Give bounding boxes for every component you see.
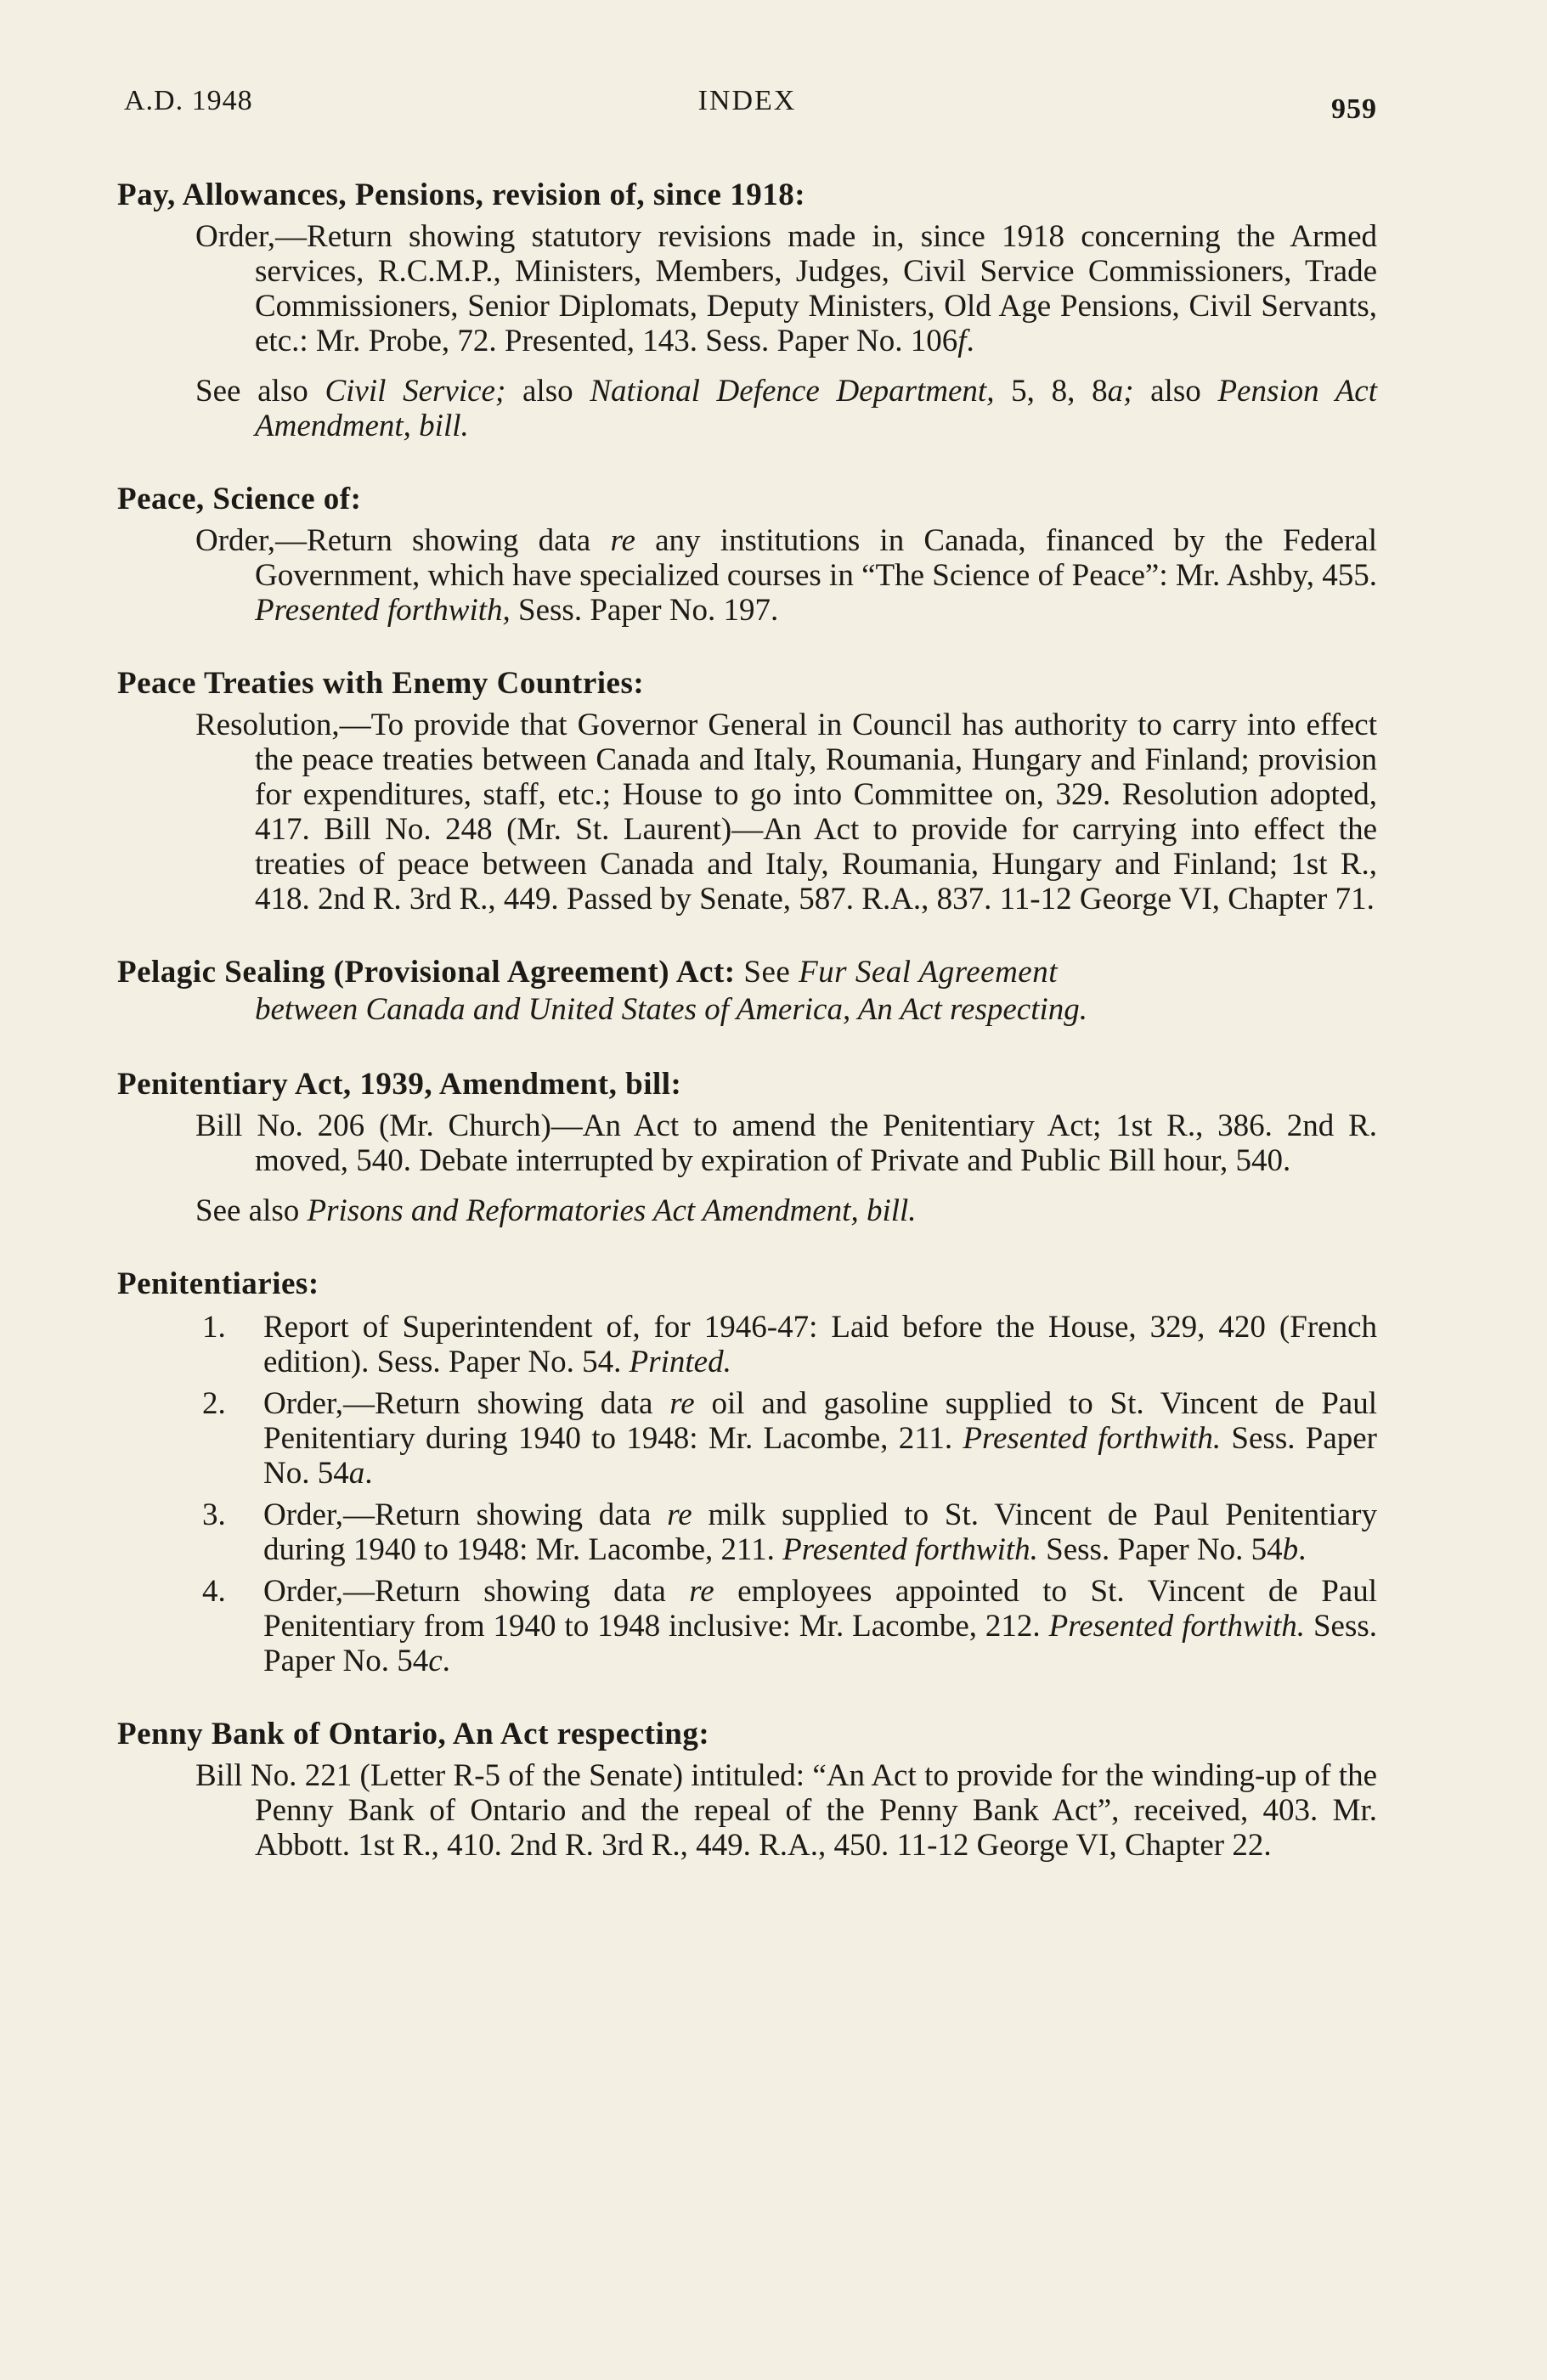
see-also-reference: See also Prisons and Reformatories Act Amendment, bill. <box>195 1193 917 1228</box>
entry-heading: Peace Treaties with Enemy Countries: <box>117 666 645 701</box>
running-head-year: A.D. 1948 <box>124 85 253 116</box>
entry-heading: Penitentiaries: <box>117 1266 319 1301</box>
entry-text: Bill No. 221 (Letter R-5 of the Senate) intituled: “An Act to provide for the winding-up of the Penny Bank of Ontario and the repeal of the Penny Bank Act”, received, 403. Mr. Abbott. 1st R., 410. 2nd R. 3rd R., 449. R.A., 450. 11-12 George VI, Chapter 22. <box>195 1758 1377 1863</box>
index-entry <box>117 954 1377 1029</box>
index-entry <box>117 665 1377 916</box>
page-number: 959 <box>1331 93 1377 125</box>
running-head <box>117 85 1377 136</box>
entry-text: Order,—Return showing data re any institutions in Canada, financed by the Federal Government, which have specialized courses in “The Science of Peace”: Mr. Ashby, 455. Presented forthwith, Sess. Paper No. 197. <box>195 523 1378 628</box>
entry-heading: Peace, Science of: <box>117 482 362 516</box>
list-item: 2. Order,—Return showing data re oil and gasoline supplied to St. Vincent de Paul Penitentiary during 1940 to 1948: Mr. Lacombe, 211. Presented forthwith. Sess. Paper No. 54a. <box>202 1386 1378 1491</box>
list-item: 3. Order,—Return showing data re milk supplied to St. Vincent de Paul Penitentiary during 1940 to 1948: Mr. Lacombe, 211. Presented forthwith. Sess. Paper No. 54b. <box>202 1497 1377 1567</box>
index-entry <box>117 481 1377 628</box>
list-item: 1. Report of Superintendent of, for 1946-47: Laid before the House, 329, 420 (French edition). Sess. Paper No. 54. Printed. <box>202 1310 1377 1379</box>
see-reference-continued: between Canada and United States of America, An Act respecting. <box>255 992 1088 1027</box>
entry-text: Resolution,—To provide that Governor General in Council has authority to carry into effect the peace treaties between Canada and Italy, Roumania, Hungary and Finland; provision for expenditures, staff, etc.; House to go into Committee on, 329. Resolution adopted, 417. Bill No. 248 (Mr. St. Laurent)—An Act to provide for carrying into effect the treaties of peace between Canada and Italy, Roumania, Hungary and Finland; 1st R., 418. 2nd R. 3rd R., 449. Passed by Senate, 587. R.A., 837. 11-12 George VI, Chapter 71. <box>195 708 1377 916</box>
entry-heading: Pelagic Sealing (Provisional Agreement) Act: See Fur Seal Agreement <box>117 955 1058 990</box>
list-item: 4. Order,—Return showing data re employees appointed to St. Vincent de Paul Penitentiary from 1940 to 1948 inclusive: Mr. Lacombe, 212. Presented forthwith. Sess. Paper No. 54c. <box>202 1574 1378 1678</box>
see-also-reference: See also Civil Service; also National Defence Department, 5, 8, 8a; also Pension Act Amendment, bill. <box>195 374 1378 443</box>
index-entry <box>117 177 1377 443</box>
numbered-list <box>117 1310 1377 1678</box>
index-entry <box>117 1266 1377 1678</box>
entry-text: Bill No. 206 (Mr. Church)—An Act to amend the Penitentiary Act; 1st R., 386. 2nd R. moved, 540. Debate interrupted by expiration of Private and Public Bill hour, 540. <box>195 1108 1377 1178</box>
entry-heading: Pay, Allowances, Pensions, revision of, since 1918: <box>117 178 806 212</box>
index-entry <box>117 1066 1377 1228</box>
entry-text: Order,—Return showing statutory revisions made in, since 1918 concerning the Armed services, R.C.M.P., Ministers, Members, Judges, Civil Service Commissioners, Trade Commissioners, Senior Diplomats, Deputy Ministers, Old Age Pensions, Civil Servants, etc.: Mr. Probe, 72. Presented, 143. Sess. Paper No. 106f. <box>195 219 1377 358</box>
entry-heading: Penny Bank of Ontario, An Act respecting: <box>117 1717 710 1751</box>
entry-heading: Penitentiary Act, 1939, Amendment, bill: <box>117 1067 682 1102</box>
index-entry <box>117 1716 1377 1863</box>
running-head-title: INDEX <box>697 85 797 116</box>
